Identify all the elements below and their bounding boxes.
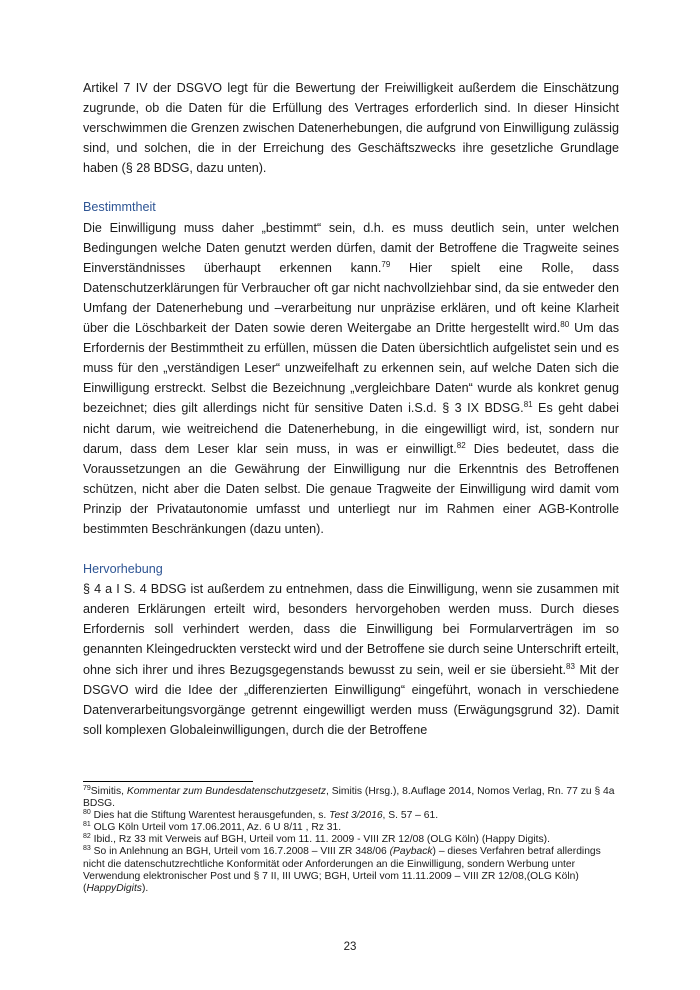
footnote-79: $^{79}$Simitis, Kommentar zum Bundesdatenschutzgesetz, Simitis (Hrsg.), 8.Auflage 2014, Nomos Verlag, Rn. 77 zu § 4a BDSG.: [83, 785, 615, 810]
footnote-ref-79[interactable]: 79: [381, 259, 391, 269]
paragraph-bestimmtheit: Die Einwilligung muss daher „bestimmt“ sein, d.h. es muss deutlich sein, unter welchen Bedingungen welche Daten genutzt werden dürfen, damit der Betroffene die Tragweite seines Einverständnisses überhaupt erkennen kann.$^{79}$ Hier spielt eine Rolle, dass Datenschutzerklärungen für Verbraucher oft gar nicht nachvollziehbar sind, da sie entweder den Umfang der Datenerhebung und –verarbeitung nur unpräzise erklären, und oft keine Klarheit über die Löschbarkeit der Daten sowie deren Weitergabe an Dritte hergestellt wird.$^{80}$ Um das Erfordernis der Bestimmtheit zu erfüllen, müssen die Daten übersichtlich aufgelistet sein und es muss für den „verständigen Leser“ unzweifelhaft zu erkennen sein, auf welche Daten sich die Einwilligung erstreckt. Selbst die Bezeichnung „vergleichbare Daten“ wurde als konkret genug bezeichnet; dies gilt allerdings nicht für sensitive Daten i.S.d. § 3 IX BDSG.$^{81}$ Es geht dabei nicht darum, wie weitreichend die Datenerhebung, in die eingewilligt wird, ist, sondern nur darum, dass dem Leser klar sein muss, in was er einwilligt.$^{82}$ Dies bedeutet, dass die Voraussetzungen an die Gewährung der Einwilligung nur die Erkenntnis des Betroffenen schützen, nicht aber die Daten selbst. Die genaue Tragweite der Einwilligung wird damit vom Prinzip der Privatautonomie umfasst und unterliegt nur im Rahmen einer AGB-Kontrolle bestimmten Beschränkungen (dazu unten).: [83, 220, 620, 536]
footnote-81: $^{81}$ OLG Köln Urteil vom 17.06.2011, Az. 6 U 8/11 , Rz 31.: [83, 821, 342, 834]
paragraph-dsgvo-freiwilligkeit: Artikel 7 IV der DSGVO legt für die Bewertung der Freiwilligkeit außerdem die Einschätzung zugrunde, ob die Daten für die Erfüllung des Vertrages erforderlich sind. In dieser Hinsicht verschwimmen die Grenzen zwischen Datenerhebungen, die aufgrund von Einwilligung zulässig sind, und solchen, die in der Erreichung des Geschäftszwecks ihre gesetzliche Grundlage haben (§ 28 BDSG, dazu unten).: [83, 81, 619, 176]
page-number: 23: [343, 941, 357, 953]
footnote-80: $^{80}$ Dies hat die Stiftung Warentest herausgefunden, s. Test 3/2016, S. 57 – 61.: [83, 809, 439, 822]
footnote-82: $^{82}$ Ibid., Rz 33 mit Verweis auf BGH, Urteil vom 11. 11. 2009 - VIII ZR 12/08 (OLG Köln) (Happy Digits).: [83, 833, 550, 846]
footnote-83: $^{83}$ So in Anlehnung an BGH, Urteil vom 16.7.2008 – VIII ZR 348/06 (Payback) – dieses Verfahren betraf allerdings nicht die datenschutzrechtliche Konformität oder Anforderungen an die Einwilligung, sondern Werbung unter Verwendung elektronischer Post und § 7 II, III UWG; BGH, Urteil vom 11.11.2009 – VIII ZR 12/08,(OLG Köln) (HappyDigits).: [83, 845, 601, 894]
footnote-ref-81[interactable]: 81: [523, 400, 533, 410]
footnote-ref-80[interactable]: 80: [560, 320, 570, 330]
footnote-ref-83[interactable]: 83: [566, 661, 575, 671]
heading-hervorhebung: Hervorhebung: [83, 562, 163, 577]
footnotes: [83, 786, 619, 895]
heading-bestimmtheit: Bestimmtheit: [83, 200, 156, 215]
footnote-separator: [83, 781, 253, 782]
paragraph-hervorhebung: § 4 a I S. 4 BDSG ist außerdem zu entnehmen, dass die Einwilligung, wenn sie zusammen mit anderen Erklärungen erteilt wird, besonders hervorgehoben werden muss. Durch dieses Erfordernis soll verhindert werden, dass die Einwilligung bei Formularverträgen im so genannten Kleingedruckten versteckt wird und der Betroffene sie durch seine Unterschrift erteilt, ohne sich ihrer und ihres Bezugsgegenstands bewusst zu sein, weil er sie übersieht.$^{83}$ Mit der DSGVO wird die Idee der „differenzierten Einwilligung“ eingeführt, wonach in verschiedene Datenverarbeitungsvorgänge getrennt eingewilligt werden muss (Erwägungsgrund 32). Damit soll komplexen Globaleinwilligungen, durch die der Betroffene: [83, 582, 619, 737]
body-text: [83, 78, 619, 740]
footnote-ref-82[interactable]: 82: [456, 440, 466, 450]
